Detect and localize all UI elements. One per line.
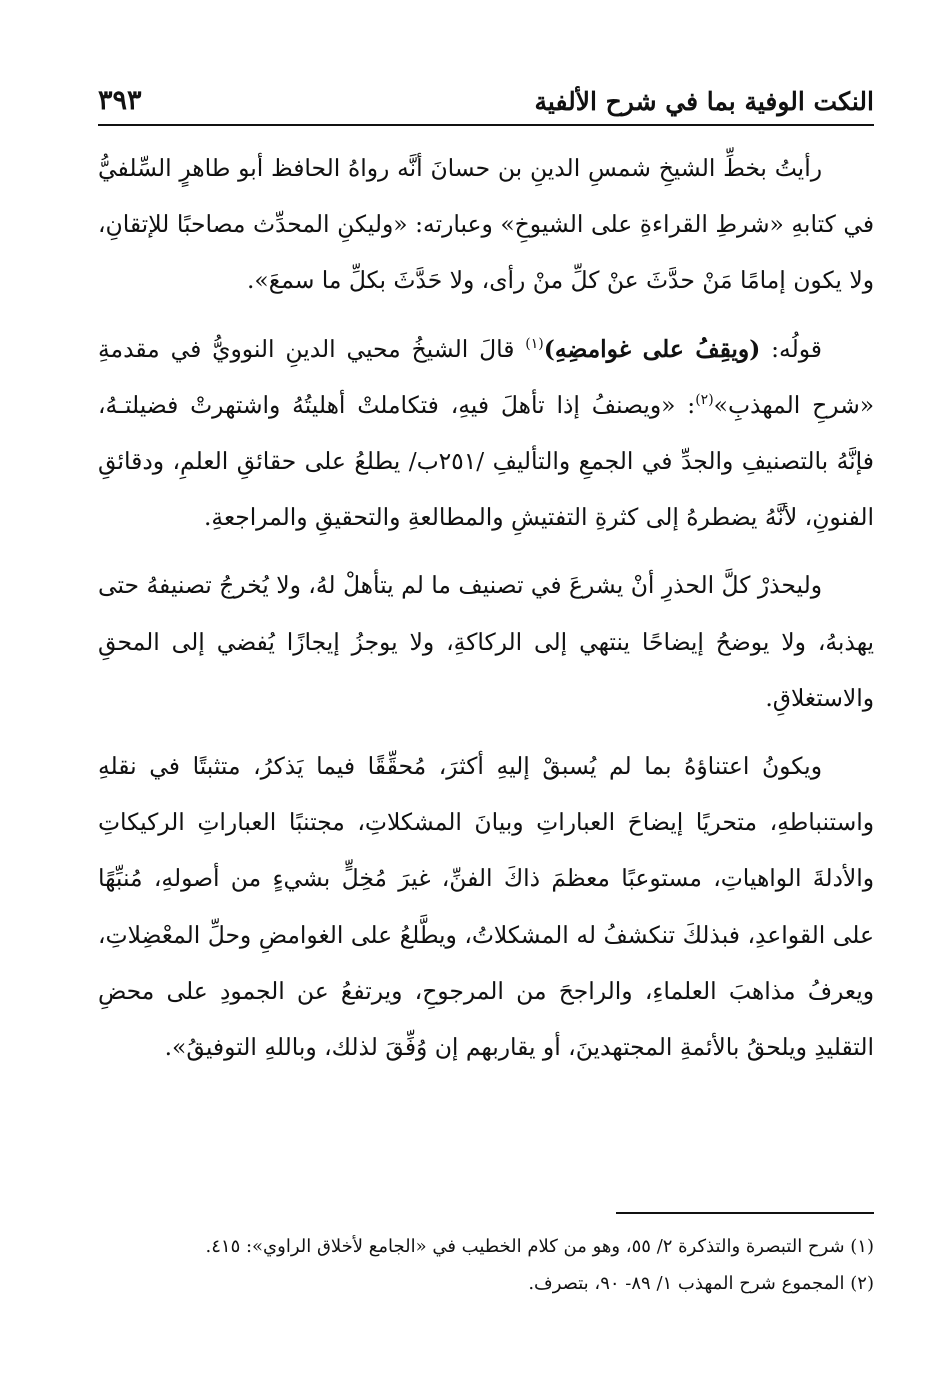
- footnote-ref: (٢): [695, 392, 714, 409]
- header-rule: [98, 124, 874, 126]
- running-header: [98, 66, 874, 116]
- paragraph: [98, 557, 874, 726]
- paragraph-lead: قولُه:: [760, 334, 822, 363]
- paragraph: [98, 140, 874, 309]
- quoted-matn: (ويقِفُ على غوامضِهِ): [543, 334, 761, 363]
- paragraph-mid: قالَ الشيخُ محيي الدينِ النوويُّ في مقدمةِ «شرحِ المهذبِ»: [98, 334, 875, 419]
- paragraph: [98, 321, 874, 546]
- paragraph-text: وليحذرْ كلَّ الحذرِ أنْ يشرعَ في تصنيف ما لم يتأهلْ لهُ، ولا يُخرجُ تصنيفهُ حتى يهذبهُ، ولا يوضحُ إيضاحًا ينتهي إلى الركاكةِ، ولا يوجزُ إيجازًا يُفضي إلى المحقِ والاستغلاقِ.: [98, 571, 874, 712]
- footnotes: [98, 1228, 874, 1302]
- paragraph-text: ويكونُ اعتناؤهُ بما لم يُسبقْ إليهِ أكثرَ، مُحقِّقًا فيما يَذكرُ، متثبتًا في نقلهِ واستنباطهِ، متحريًا إيضاحَ العباراتِ وبيانَ المشكلاتِ، مجتنبًا العباراتِ الركيكاتِ والأدلةَ الواهياتِ، مستوعبًا معظمَ ذاكَ الفنِّ، غيرَ مُخِلٍّ بشيءٍ من أصولهِ، مُنبِّهًا على القواعدِ، فبذلكَ تنكشفُ له المشكلاتُ، ويطَّلعُ على الغوامضِ وحلِّ المعْضِلاتِ، ويعرفُ مذاهبَ العلماءِ، والراجحَ من المرجوحِ، ويرتفعُ عن الجمودِ على محضِ التقليدِ ويلحقُ بالأئمةِ المجتهدينَ، أو يقاربهم إن وُفِّقَ لذلك، وباللهِ التوفيقُ».: [98, 752, 874, 1062]
- footnote-ref: (١): [525, 335, 544, 352]
- running-title: النكت الوفية بما في شرح الألفية: [534, 87, 874, 116]
- footnote: (٢) المجموع شرح المهذب ١/ ٨٩- ٩٠، بتصرف.: [528, 1273, 874, 1294]
- paragraph-text: : «ويصنفُ إذا تأهلَ فيهِ، فتكاملتْ أهليتُهُ واشتهرتْ فضيلتـهُ، فإنَّهُ بالتصنيفِ والجدِّ في الجمعِ والتأليفِ /٢٥١ب/ يطلعُ على حقائقِ العلمِ، ودقائقِ الفنونِ، لأنَّهُ يضطرهُ إلى كثرةِ التفتيشِ والمطالعةِ والتحقيقِ والمراجعةِ.: [98, 390, 874, 532]
- paragraph-text: رأيتُ بخطِّ الشيخِ شمسِ الدينِ بن حسانَ أنَّه رواهُ الحافظ أبو طاهرٍ السِّلفيُّ في كتابهِ «شرطِ القراءةِ على الشيوخِ» وعبارته: «وليكنِ المحدِّث مصاحبًا للإتقانِ، ولا يكون إمامًا مَنْ حدَّثَ عنْ كلِّ منْ رأى، ولا حَدَّثَ بكلِّ ما سمعَ».: [98, 154, 874, 295]
- main-text: [98, 140, 874, 1087]
- paragraph: [98, 738, 874, 1075]
- page-number: ٣٩٣: [98, 85, 142, 116]
- footnote-rule: [616, 1212, 874, 1214]
- footnote: (١) شرح التبصرة والتذكرة ٢/ ٥٥، وهو من كلام الخطيب في «الجامع لأخلاق الراوي»: ٤١٥.: [205, 1236, 874, 1257]
